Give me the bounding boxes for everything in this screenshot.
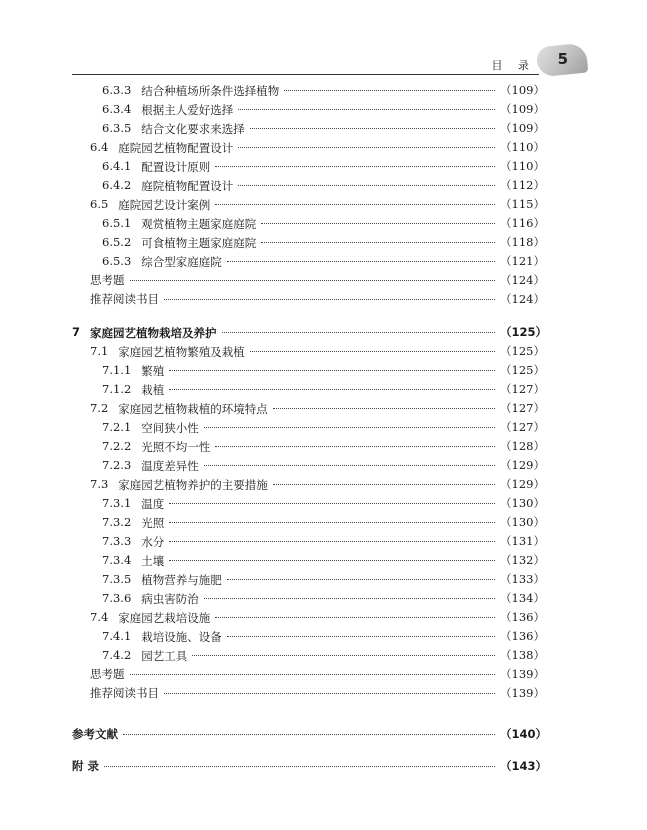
toc-entry-label [102, 254, 222, 270]
header-section-title: 目 录 [491, 59, 535, 72]
toc-entry-page: （116） [500, 216, 545, 230]
toc-entry[interactable] [102, 362, 545, 379]
toc-entry-page: （143） [500, 759, 548, 773]
toc-entry-title: 水分 [141, 535, 165, 549]
toc-entry-label [90, 140, 233, 156]
toc-entry-label [102, 159, 210, 175]
toc-entry-label [102, 178, 233, 194]
toc-entry-title: 庭院植物配置设计 [141, 179, 234, 193]
toc-entry-page: （125） [500, 344, 545, 358]
toc-entry-number: 6.4.2 [102, 178, 132, 192]
toc-entry[interactable] [72, 758, 548, 774]
dot-leader [261, 223, 495, 224]
dot-leader [215, 204, 495, 205]
dot-leader [250, 128, 495, 129]
toc-entry-page: （139） [500, 686, 545, 700]
toc-entry-label [102, 420, 199, 436]
toc-entry-title: 温度差异性 [141, 459, 199, 473]
toc-entry[interactable] [102, 82, 545, 99]
toc-entry-page: （124） [500, 273, 545, 287]
toc-entry-label [102, 216, 256, 232]
toc-entry-page: （125） [500, 325, 548, 339]
toc-entry-label [102, 121, 245, 137]
toc-entry[interactable] [102, 533, 545, 550]
toc-entry[interactable] [102, 101, 545, 118]
toc-entry-title: 参考文献 [72, 727, 118, 741]
toc-entry-number: 7.2.2 [102, 439, 132, 453]
dot-leader [204, 465, 495, 466]
toc-entry-page: （118） [500, 235, 545, 249]
toc-entry[interactable] [90, 476, 545, 493]
dot-leader [215, 446, 495, 447]
toc-entry[interactable] [90, 272, 545, 288]
page-number: 5 [557, 50, 568, 68]
toc-entry-page: （109） [500, 121, 545, 135]
toc-entry[interactable] [90, 400, 545, 417]
toc-entry[interactable] [102, 457, 545, 474]
toc-entry-page: （131） [500, 534, 545, 548]
toc-entry-number: 7.2 [90, 401, 109, 415]
toc-entry[interactable] [102, 628, 545, 645]
dot-leader [130, 674, 496, 675]
toc-entry-number: 7.3.2 [102, 515, 132, 529]
dot-leader [169, 503, 495, 504]
toc-entry[interactable] [90, 666, 545, 682]
toc-entry-page: （112） [500, 178, 545, 192]
toc-entry-page: （109） [500, 102, 545, 116]
toc-entry[interactable] [102, 514, 545, 531]
toc-entry-number: 7.1.2 [102, 382, 132, 396]
toc-entry-title: 家庭园艺植物养护的主要措施 [118, 478, 268, 492]
toc-entry-number: 7.3.5 [102, 572, 132, 586]
toc-entry-title: 温度 [141, 497, 165, 511]
toc-entry-number: 7.1 [90, 344, 109, 358]
toc-entry-label [102, 572, 222, 588]
toc-entry-title: 结合文化要求来选择 [141, 122, 245, 136]
toc-entry-label [90, 344, 245, 360]
toc-entry[interactable] [102, 438, 545, 455]
toc-entry-title: 家庭园艺植物栽培及养护 [90, 326, 217, 340]
toc-entry[interactable] [102, 571, 545, 588]
toc-entry-page: （132） [500, 553, 545, 567]
toc-entry-title: 家庭园艺植物栽植的环境特点 [118, 402, 268, 416]
toc-entry-number: 6.5.1 [102, 216, 132, 230]
toc-entry-page: （130） [500, 496, 545, 510]
toc-entry-number: 7.3 [90, 477, 109, 491]
toc-entry[interactable] [102, 253, 545, 270]
toc-entry-number: 7.1.1 [102, 363, 132, 377]
dot-leader [273, 484, 495, 485]
toc-entry-label [90, 291, 159, 307]
dot-leader [204, 427, 495, 428]
toc-entry-title: 根据主人爱好选择 [141, 103, 234, 117]
dot-leader [215, 166, 495, 167]
toc-entry-page: （127） [500, 420, 545, 434]
toc-entry[interactable] [90, 139, 545, 156]
toc-entry-number: 7.3.6 [102, 591, 132, 605]
toc-entry-page: （127） [500, 382, 545, 396]
dot-leader [238, 185, 495, 186]
toc-entry-page: （110） [500, 140, 545, 154]
toc-entry-title: 综合型家庭庭院 [141, 255, 222, 269]
toc-entry-title: 光照 [141, 516, 165, 530]
dot-leader [164, 299, 495, 300]
toc-entry-page: （110） [500, 159, 545, 173]
dot-leader [284, 90, 495, 91]
toc-entry-title: 庭院园艺植物配置设计 [118, 141, 234, 155]
toc-entry-page: （129） [500, 477, 545, 491]
toc-entry[interactable] [102, 158, 545, 175]
toc-entry-page: （138） [500, 648, 545, 662]
dot-leader [130, 280, 496, 281]
toc-entry-label [102, 102, 233, 118]
toc-entry-label [90, 272, 125, 288]
toc-entry-label [102, 83, 279, 99]
toc-entry-title: 附 录 [72, 759, 100, 773]
toc-entry[interactable] [102, 590, 545, 607]
toc-entry-number: 7.2.3 [102, 458, 132, 472]
toc-entry-title: 空间狭小性 [141, 421, 199, 435]
toc-entry-title: 繁殖 [141, 364, 165, 378]
toc-entry-title: 配置设计原则 [141, 160, 211, 174]
dot-leader [169, 522, 495, 523]
toc-entry-label [90, 666, 125, 682]
dot-leader [169, 560, 495, 561]
toc-entry-number: 6.4.1 [102, 159, 132, 173]
header-rule [72, 74, 539, 75]
toc-entry-title: 可食植物主题家庭庭院 [141, 236, 257, 250]
toc-entry-title: 植物营养与施肥 [141, 573, 222, 587]
toc-entry-label [102, 591, 199, 607]
toc-entry-title: 推荐阅读书目 [90, 686, 159, 700]
toc-entry-label [102, 534, 164, 550]
toc-entry-title: 家庭园艺栽培设施 [118, 611, 211, 625]
toc-entry-label [90, 477, 268, 493]
toc-entry-label [90, 610, 210, 626]
toc-entry-number: 7.4.2 [102, 648, 132, 662]
dot-leader [222, 332, 495, 333]
toc-entry-title: 栽植 [141, 383, 165, 397]
dot-leader [261, 242, 495, 243]
toc-entry-title: 光照不均一性 [141, 440, 211, 454]
toc-entry-page: （133） [500, 572, 545, 586]
toc-entry[interactable] [102, 419, 545, 436]
toc-entry[interactable] [90, 609, 545, 626]
toc-entry[interactable] [102, 177, 545, 194]
toc-entry-title: 栽培设施、设备 [141, 630, 222, 644]
toc-entry-title: 推荐阅读书目 [90, 292, 159, 306]
toc-entry[interactable] [102, 381, 545, 398]
toc-entry-page: （139） [500, 667, 545, 681]
toc-entry-number: 6.4 [90, 140, 109, 154]
toc-entry-label [102, 515, 164, 531]
toc-entry-number: 7.4 [90, 610, 109, 624]
dot-leader [169, 370, 495, 371]
toc-entry-page: （134） [500, 591, 545, 605]
toc-entry-number: 6.3.4 [102, 102, 132, 116]
toc-entry-number: 7.4.1 [102, 629, 132, 643]
dot-leader [273, 408, 495, 409]
toc-entry-title: 园艺工具 [141, 649, 188, 663]
toc-entry[interactable] [102, 552, 545, 569]
toc-entry-number: 6.5 [90, 197, 109, 211]
toc-entry-title: 土壤 [141, 554, 165, 568]
toc-entry-label [102, 629, 222, 645]
toc-entry-number: 7.3.1 [102, 496, 132, 510]
toc-entry-page: （128） [500, 439, 545, 453]
toc-entry[interactable] [72, 324, 548, 341]
toc-entry-page: （109） [500, 83, 545, 97]
toc-entry-title: 思考题 [90, 273, 125, 287]
toc-entry[interactable] [102, 215, 545, 232]
dot-leader [227, 579, 495, 580]
dot-leader [164, 693, 495, 694]
toc-entry-label [102, 439, 210, 455]
toc-entry-page: （136） [500, 629, 545, 643]
toc-entry-page: （124） [500, 292, 545, 306]
toc-entry-page: （130） [500, 515, 545, 529]
toc-entry[interactable] [102, 495, 545, 512]
toc-entry-label [102, 553, 164, 569]
toc-entry-title: 观赏植物主题家庭庭院 [141, 217, 257, 231]
toc-entry-label [102, 496, 164, 512]
toc-entry-number: 6.3.5 [102, 121, 132, 135]
toc-entry-page: （125） [500, 363, 545, 377]
dot-leader [104, 766, 495, 767]
toc-entry[interactable] [102, 234, 545, 251]
toc-entry-page: （136） [500, 610, 545, 624]
toc-entry-label [102, 235, 256, 251]
toc-entry-title: 结合种植场所条件选择植物 [141, 84, 280, 98]
dot-leader [215, 617, 495, 618]
toc-entry-title: 病虫害防治 [141, 592, 199, 606]
toc-entry-label [90, 685, 159, 701]
toc-entry-label [102, 458, 199, 474]
toc-entry[interactable] [102, 120, 545, 137]
toc-entry-label [72, 726, 118, 742]
toc-entry-page: （115） [500, 197, 545, 211]
toc-entry-label [102, 382, 164, 398]
toc-entry-page: （127） [500, 401, 545, 415]
toc-entry[interactable] [102, 647, 545, 664]
dot-leader [169, 541, 495, 542]
toc-entry-title: 家庭园艺植物繁殖及栽植 [118, 345, 245, 359]
toc-entry[interactable] [72, 726, 548, 742]
dot-leader [169, 389, 495, 390]
toc-entry-page: （140） [500, 727, 548, 741]
toc-entry-label [72, 758, 99, 774]
toc-entry[interactable] [90, 685, 545, 701]
toc-entry-number: 6.3.3 [102, 83, 132, 97]
toc-entry-number: 7.2.1 [102, 420, 132, 434]
toc-entry-page: （121） [500, 254, 545, 268]
toc-entry-page: （129） [500, 458, 545, 472]
toc-entry-number: 6.5.2 [102, 235, 132, 249]
dot-leader [227, 636, 495, 637]
toc-entry[interactable] [90, 343, 545, 360]
dot-leader [227, 261, 495, 262]
toc-entry-title: 庭院园艺设计案例 [118, 198, 211, 212]
dot-leader [238, 109, 495, 110]
dot-leader [123, 734, 495, 735]
toc-entry-label [102, 648, 187, 664]
toc-entry-title: 思考题 [90, 667, 125, 681]
toc-entry-number: 7.3.4 [102, 553, 132, 567]
toc-entry-number: 7 [72, 325, 81, 339]
toc-entry[interactable] [90, 196, 545, 213]
toc-entry[interactable] [90, 291, 545, 307]
toc-entry-number: 7.3.3 [102, 534, 132, 548]
toc-entry-label [90, 197, 210, 213]
toc-entry-label [72, 325, 217, 341]
dot-leader [204, 598, 495, 599]
toc-entry-label [90, 401, 268, 417]
dot-leader [192, 655, 495, 656]
dot-leader [238, 147, 495, 148]
dot-leader [250, 351, 495, 352]
toc-entry-number: 6.5.3 [102, 254, 132, 268]
toc-entry-label [102, 363, 164, 379]
